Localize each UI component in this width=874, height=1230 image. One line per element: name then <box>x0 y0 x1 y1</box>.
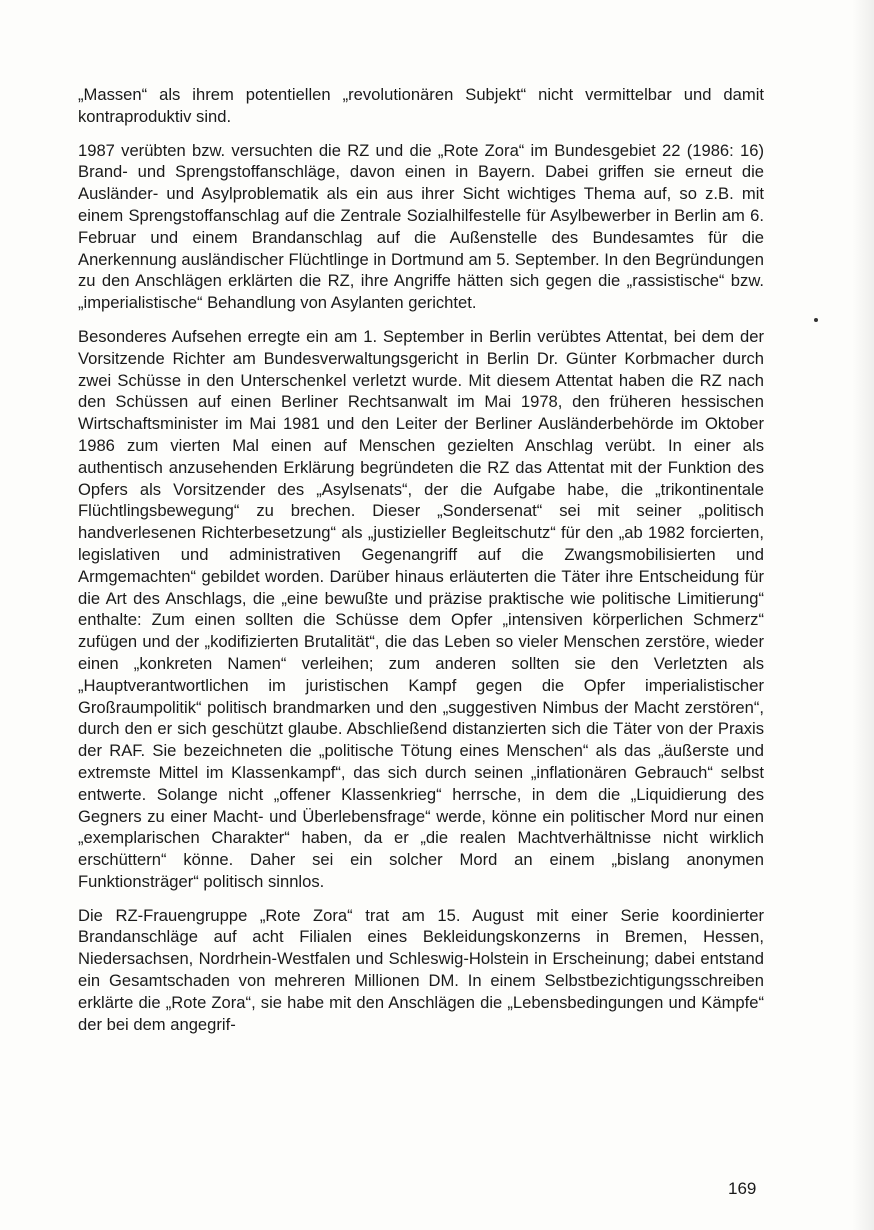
paragraph-1: „Massen“ als ihrem potentiellen „revolutionären Subjekt“ nicht vermittelbar und damit kontraproduktiv sind. <box>78 85 764 126</box>
paragraph-2: 1987 verübten bzw. versuchten die RZ und die „Rote Zora“ im Bundesgebiet 22 (1986: 16) Brand- und Sprengstoffanschläge, davon einen in Bayern. Dabei griffen sie erneut die Ausländer- und Asylproblematik als ein aus ihrer Sicht wichtiges Thema auf, so z.B. mit einem Sprengstoffanschlag auf die Zentrale Sozialhilfestelle für Asylbewerber in Berlin am 6. Februar und einem Brandanschlag auf die Außenstelle des Bundesamtes für die Anerkennung ausländischer Flüchtlinge in Dortmund am 5. September. In den Begründungen zu den Anschlägen erklärten die RZ, ihre Angriffe hätten sich gegen die „rassistische“ bzw. „imperialistische“ Behandlung von Asylanten gerichtet. <box>78 140 764 313</box>
scan-speck <box>814 318 818 322</box>
page-number: 169 <box>728 1179 757 1198</box>
paragraph-3: Besonderes Aufsehen erregte ein am 1. September in Berlin verübtes Attentat, bei dem der Vorsitzende Richter am Bundesverwaltungsgericht in Berlin Dr. Günter Korbmacher durch zwei Schüsse in den Unterschenkel verletzt wurde. Mit diesem Attentat haben die RZ nach den Schüssen auf einen Berliner Rechtsanwalt im Mai 1978, den früheren hessischen Wirtschaftsminister im Mai 1981 und den Leiter der Berliner Ausländerbehörde im Oktober 1986 zum vierten Mal einen auf Menschen gezielten Anschlag verübt. In einer als authentisch anzusehenden Erklärung begründeten die RZ das Attentat mit der Funktion des Opfers als Vorsitzender des „Asylsenats“, der die Aufgabe habe, die „trikontinentale Flüchtlingsbewegung“ zu brechen. Dieser „Sondersenat“ sei mit seiner „politisch handverlesenen Richterbesetzung“ als „justizieller Begleitschutz“ für den „ab 1982 forcierten, legislativen und administrativen Gegenangriff auf die Zwangsmobilisierten und Armgemachten“ gebildet worden. Darüber hinaus erläuterten die Täter ihre Entscheidung für die Art des Anschlags, die „eine bewußte und präzise praktische wie politische Limitierung“ enthalte: Zum einen sollten die Schüsse dem Opfer „intensiven körperlichen Schmerz“ zufügen und der „kodifizierten Brutalität“, die das Leben so vieler Menschen zerstöre, wieder einen „konkreten Namen“ verleihen; zum anderen sollten sie den Verletzten als „Hauptverantwortlichen im juristischen Kampf gegen die Opfer imperialistischer Großraumpolitik“ politisch brandmarken und den „suggestiven Nimbus der Macht zerstören“, durch den er sich geschützt glaube. Abschließend distanzierten sich die Täter von der Praxis der RAF. Sie bezeichneten die „politische Tötung eines Menschen“ als das „äußerste und extremste Mittel im Klassenkampf“, das sich durch seinen „inflationären Gebrauch“ selbst entwerte. Solange nicht „offener Klassenkrieg“ herrsche, in dem die „Liquidierung des Gegners zu einer Macht- und Überlebensfrage“ werde, könne ein politischer Mord nur einen „exemplarischen Charakter“ haben, da er „die realen Machtverhältnisse nicht wirklich erschüttern“ könne. Daher sei ein solcher Mord an einem „bislang anonymen Funktionsträger“ politisch sinnlos. <box>78 326 764 891</box>
body-text <box>78 84 764 1047</box>
paragraph-4: Die RZ-Frauengruppe „Rote Zora“ trat am 15. August mit einer Serie koordinierter Brandanschläge auf acht Filialen eines Bekleidungskonzerns in Bremen, Hessen, Niedersachsen, Nordrhein-Westfalen und Schleswig-Holstein in Erscheinung; dabei entstand ein Gesamtschaden von mehreren Millionen DM. In einem Selbstbezichtigungsschreiben erklärte die „Rote Zora“, sie habe mit den Anschlägen die „Lebensbedingungen und Kämpfe“ der bei dem angegrif- <box>78 905 764 1034</box>
page-edge-shadow <box>852 0 874 1230</box>
